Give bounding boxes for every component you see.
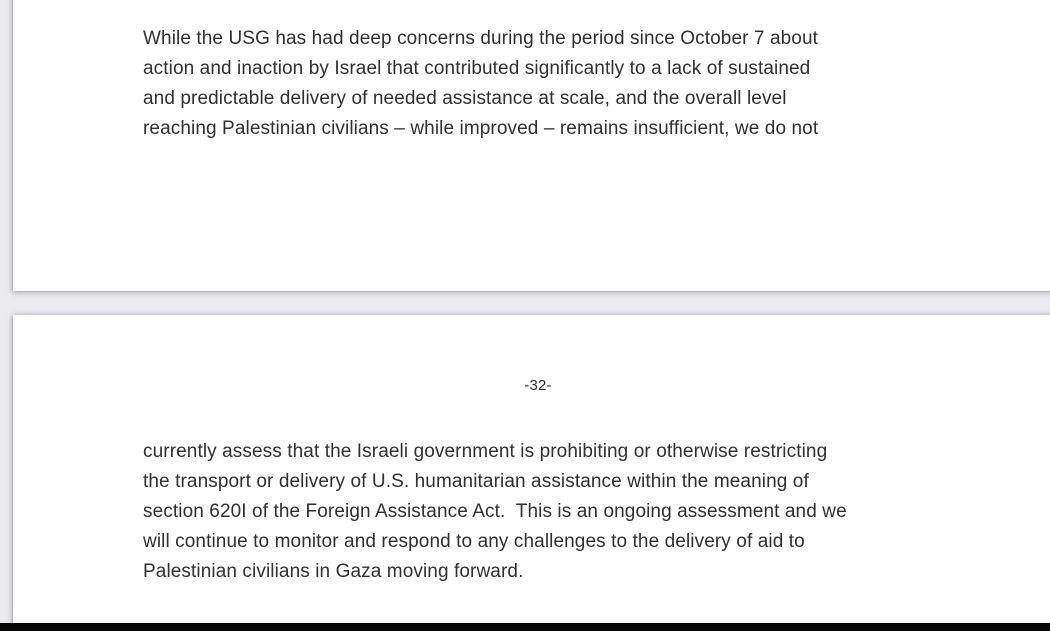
text-line: currently assess that the Israeli government is prohibiting or otherwise restricting <box>143 441 828 462</box>
page-number: -32- <box>524 377 552 394</box>
document-page-1 <box>13 0 1050 291</box>
text-line: and predictable delivery of needed assistance at scale, and the overall level <box>143 88 787 109</box>
text-line: the transport or delivery of U.S. humanitarian assistance within the meaning of <box>143 471 809 492</box>
clipped-text-fragment <box>125 0 820 2</box>
text-line: Palestinian civilians in Gaza moving forward. <box>143 561 524 582</box>
text-line: will continue to monitor and respond to any challenges to the delivery of aid to <box>143 531 805 552</box>
document-page-2 <box>13 315 1050 631</box>
text-line: reaching Palestinian civilians – while improved – remains insufficient, we do not <box>143 118 819 139</box>
text-line: While the USG has had deep concerns during the period since October 7 about <box>143 28 819 49</box>
text-line: section 620I of the Foreign Assistance Act. This is an ongoing assessment and we <box>143 501 847 522</box>
page-2-paragraph <box>143 437 943 587</box>
page-1-paragraph <box>143 24 943 144</box>
text-line: action and inaction by Israel that contributed significantly to a lack of sustained <box>143 58 811 79</box>
bottom-edge-bar <box>0 623 1050 631</box>
